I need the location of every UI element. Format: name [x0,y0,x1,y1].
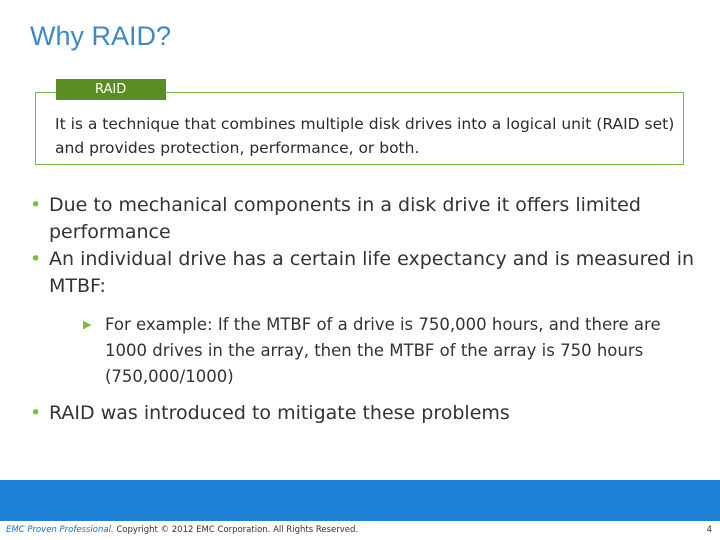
bullet-dot-icon: • [30,402,42,424]
sub-bullet-text: For example: If the MTBF of a drive is 750,000 hours, and there are 1000 drives in the array, then the MTBF of the array is 750 hours (750,000/1000) [105,315,661,386]
bullet-item [30,192,700,246]
page-number: 4 [706,525,712,535]
bullet-list [30,192,700,427]
bullet-item [30,246,700,300]
footer-bar [0,521,720,540]
definition-tag: RAID [56,79,166,100]
sub-bullet-item [83,312,700,390]
bullet-text: Due to mechanical components in a disk drive it offers limited performance [49,194,641,243]
triangle-right-icon: ▶ [83,318,92,331]
definition-text: It is a technique that combines multiple disk drives into a logical unit (RAID set) and provides protection, performance, or both. [55,115,675,157]
bullet-dot-icon: • [30,194,42,216]
bullet-text: An individual drive has a certain life expectancy and is measured in MTBF: [49,248,695,297]
footer-band [0,480,720,521]
footer-copyright-text: Copyright © 2012 EMC Corporation. All Rights Reserved. [113,525,359,535]
bullet-text: RAID was introduced to mitigate these problems [49,402,510,424]
bullet-item [30,400,700,427]
footer-copyright [6,521,358,540]
footer-brand: EMC Proven Professional. [6,525,114,535]
slide-title: Why RAID? [30,21,172,51]
bullet-dot-icon: • [30,248,42,270]
